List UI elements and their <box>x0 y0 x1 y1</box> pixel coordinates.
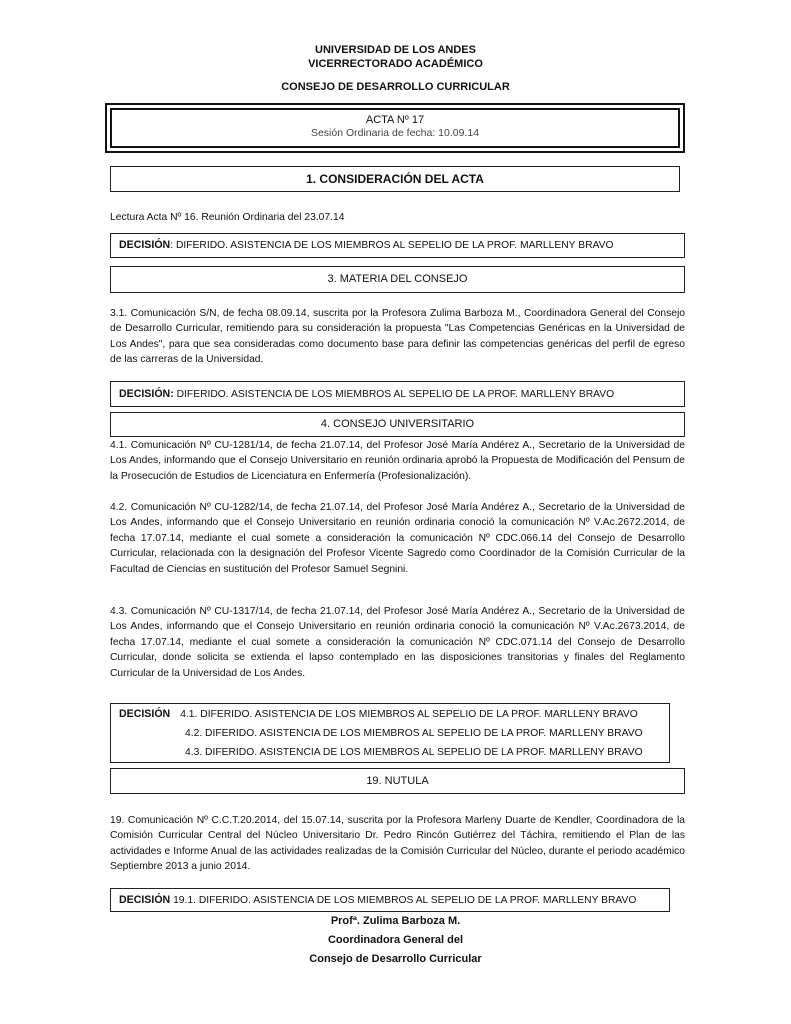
section-4-item: 4.2. Comunicación Nº CU-1282/14, de fecha 21.07.14, del Profesor José María Andérez A., Secretario de la Universidad de Los Andes, informando que el Consejo Universitario en reunión ordinaria conoció la comunicación Nº V.Ac.2672.2014, de fecha 17.07.14, mediante el cual somete a consideración la comunicación Nº CDC.066.14 del Consejo de Desarrollo Curricular, relacionada con la designación del Profesor Vicente Sagredo como Coordinador de la Comisión Curricular de la Facultad de Ciencias en sustitución del Profesor Samuel Segnini. <box>110 502 685 575</box>
section-19-heading: 19. NUTULA <box>110 768 685 794</box>
decision-text: 19.1. DIFERIDO. ASISTENCIA DE LOS MIEMBROS AL SEPELIO DE LA PROF. MARLLENY BRAVO <box>170 895 637 906</box>
decision-label: DECISIÓN <box>119 239 171 251</box>
section-4-decision <box>110 703 670 763</box>
section-1-text: Lectura Acta Nº 16. Reunión Ordinaria del 23.07.14 <box>110 212 345 223</box>
signature-org: Consejo de Desarrollo Curricular <box>309 953 482 965</box>
decision-text: DIFERIDO. ASISTENCIA DE LOS MIEMBROS AL SEPELIO DE LA PROF. MARLLENY BRAVO <box>173 389 615 400</box>
decision-label: DECISIÓN: <box>119 388 174 400</box>
decision-text: 4.3. DIFERIDO. ASISTENCIA DE LOS MIEMBROS AL SEPELIO DE LA PROF. MARLLENY BRAVO <box>185 747 643 758</box>
acta-inner-box <box>110 108 680 148</box>
decision-label: DECISIÓN <box>119 708 171 720</box>
signature-name: Profª. Zulima Barboza M. <box>330 915 461 927</box>
section-4-heading: 4. CONSEJO UNIVERSITARIO <box>110 412 685 437</box>
section-1-heading: 1. CONSIDERACIÓN DEL ACTA <box>110 166 680 192</box>
section-1-decision <box>110 233 685 258</box>
decision-line <box>119 705 638 724</box>
section-3-decision <box>110 381 685 407</box>
decision-text: : DIFERIDO. ASISTENCIA DE LOS MIEMBROS AL SEPELIO DE LA PROF. MARLLENY BRAVO <box>170 240 614 251</box>
section-3-heading: 3. MATERIA DEL CONSEJO <box>110 266 685 293</box>
section-4-item: 4.1. Comunicación Nº CU-1281/14, de fecha 21.07.14, del Profesor José María Andérez A., Secretario de la Universidad de Los Andes, informando que el Consejo Universitario en reunión ordinaria aprobó la Propuesta de Modificación del Pensum de la Prosecución de Estudios de Licenciatura en Enfermería (Profesionalización). <box>110 440 685 482</box>
section-19-decision <box>110 888 670 912</box>
section-3-text: 3.1. Comunicación S/N, de fecha 08.09.14, suscrita por la Profesora Zulima Barboza M., Coordinadora General del Consejo de Desarrollo Curricular, remitiendo para su consideración la propuesta "Las Competencias Genéricas en la Universidad de Los Andes", para que sea consideradas como documento base para definir las competencias genéricas del perfil de egreso de las carreras de la Universidad. <box>110 308 685 366</box>
acta-box <box>105 103 685 153</box>
acta-title: ACTA Nº 17 <box>365 114 425 126</box>
signature-role: Coordinadora General del <box>327 934 464 946</box>
decision-text: 4.1. DIFERIDO. ASISTENCIA DE LOS MIEMBROS AL SEPELIO DE LA PROF. MARLLENY BRAVO <box>180 709 638 720</box>
decision-text: 4.2. DIFERIDO. ASISTENCIA DE LOS MIEMBROS AL SEPELIO DE LA PROF. MARLLENY BRAVO <box>185 728 643 739</box>
decision-label: DECISIÓN <box>119 894 171 906</box>
section-19-text: 19. Comunicación Nº C.C.T.20.2014, del 15.07.14, suscrita por la Profesora Marleny Duarte de Kendler, Coordinadora de la Comisión Curricular Central del Núcleo Universitario Dr. Pedro Rincón Gutiérrez del Táchira, remitiendo el Plan de las actividades e Informe Anual de las actividades realizadas de la Comisión Curricular del Núcleo, durante el periodo académico Septiembre 2013 a junio 2014. <box>110 815 685 873</box>
section-4-item: 4.3. Comunicación Nº CU-1317/14, de fecha 21.07.14, del Profesor José María Andérez A., Secretario de la Universidad de Los Andes, informando que el Consejo Universitario en reunión ordinaria conoció la comunicación Nº V.Ac.2673.2014, de fecha 17.07.14, mediante el cual somete a consideración la comunicación Nº CDC.071.14 del Consejo de Desarrollo Curricular, donde solicita se extienda el lapso contemplado en las disposiciones transitorias y finales del Reglamento Curricular de la Universidad de Los Andes. <box>110 606 685 679</box>
acta-subtitle: Sesión Ordinaria de fecha: 10.09.14 <box>310 127 480 139</box>
vice-rectorate: VICERRECTORADO ACADÉMICO <box>308 58 483 70</box>
university-name: UNIVERSIDAD DE LOS ANDES <box>315 44 476 56</box>
council-name: CONSEJO DE DESARROLLO CURRICULAR <box>281 81 510 93</box>
